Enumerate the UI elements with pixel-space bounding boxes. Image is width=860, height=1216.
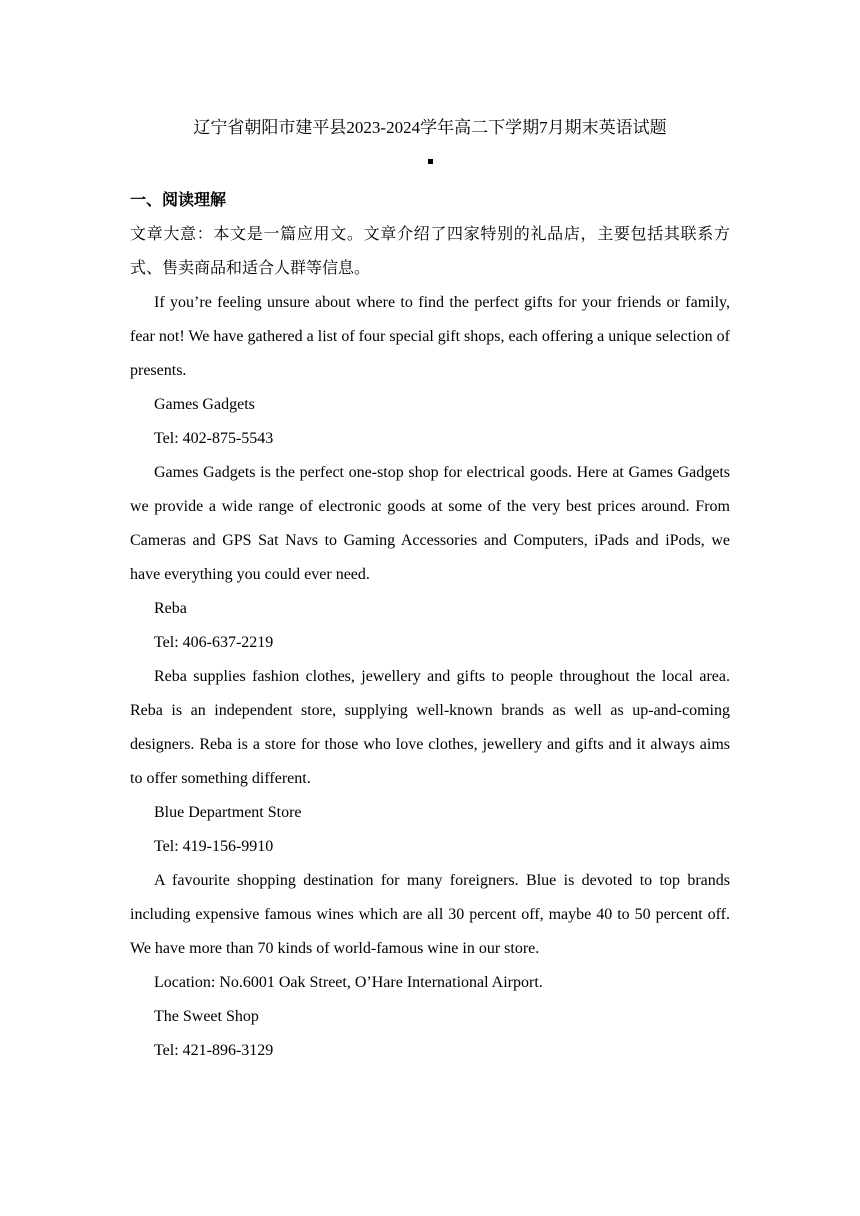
shop-name: Games Gadgets bbox=[154, 396, 255, 413]
passage-intro: If you’re feeling unsure about where to find the perfect gifts for your friends or family, fear not! We have gathered a list of four special gift shops, each offering a unique selection of presents. bbox=[130, 294, 730, 379]
section-heading: 一、阅读理解 bbox=[130, 190, 227, 209]
title-bullet-mark bbox=[428, 159, 433, 164]
shop-name: The Sweet Shop bbox=[154, 1008, 259, 1025]
document-title: 辽宁省朝阳市建平县2023-2024学年高二下学期7月期末英语试题 bbox=[193, 118, 667, 137]
shop-description: Reba supplies fashion clothes, jewellery and gifts to people throughout the local area. Reba is an independent store, supplying well-known brands as well as up-and-coming designers. Reba is a store for those who love clothes, jewellery and gifts and it always aims to offer something different. bbox=[130, 668, 730, 787]
shop-tel: Tel: 419-156-9910 bbox=[154, 838, 274, 855]
shop-description: A favourite shopping destination for many foreigners. Blue is devoted to top brands including expensive famous wines which are all 30 percent off, maybe 40 to 50 percent off. We have more than 70 kinds of world-famous wine in our store. bbox=[130, 872, 730, 957]
shop-tel: Tel: 406-637-2219 bbox=[154, 634, 274, 651]
passage-body bbox=[130, 218, 730, 1068]
shop-location: Location: No.6001 Oak Street, O’Hare International Airport. bbox=[154, 974, 543, 991]
shop-tel: Tel: 421-896-3129 bbox=[154, 1042, 274, 1059]
shop-tel: Tel: 402-875-5543 bbox=[154, 430, 274, 447]
shop-name: Blue Department Store bbox=[154, 804, 302, 821]
passage-summary: 文章大意：本文是一篇应用文。文章介绍了四家特别的礼品店，主要包括其联系方式、售卖商品和适合人群等信息。 bbox=[130, 226, 730, 277]
shop-name: Reba bbox=[154, 600, 187, 617]
shop-description: Games Gadgets is the perfect one-stop shop for electrical goods. Here at Games Gadgets we provide a wide range of electronic goods at some of the very best prices around. From Cameras and GPS Sat Navs to Gaming Accessories and Computers, iPads and iPods, we have everything you could ever need. bbox=[130, 464, 730, 583]
